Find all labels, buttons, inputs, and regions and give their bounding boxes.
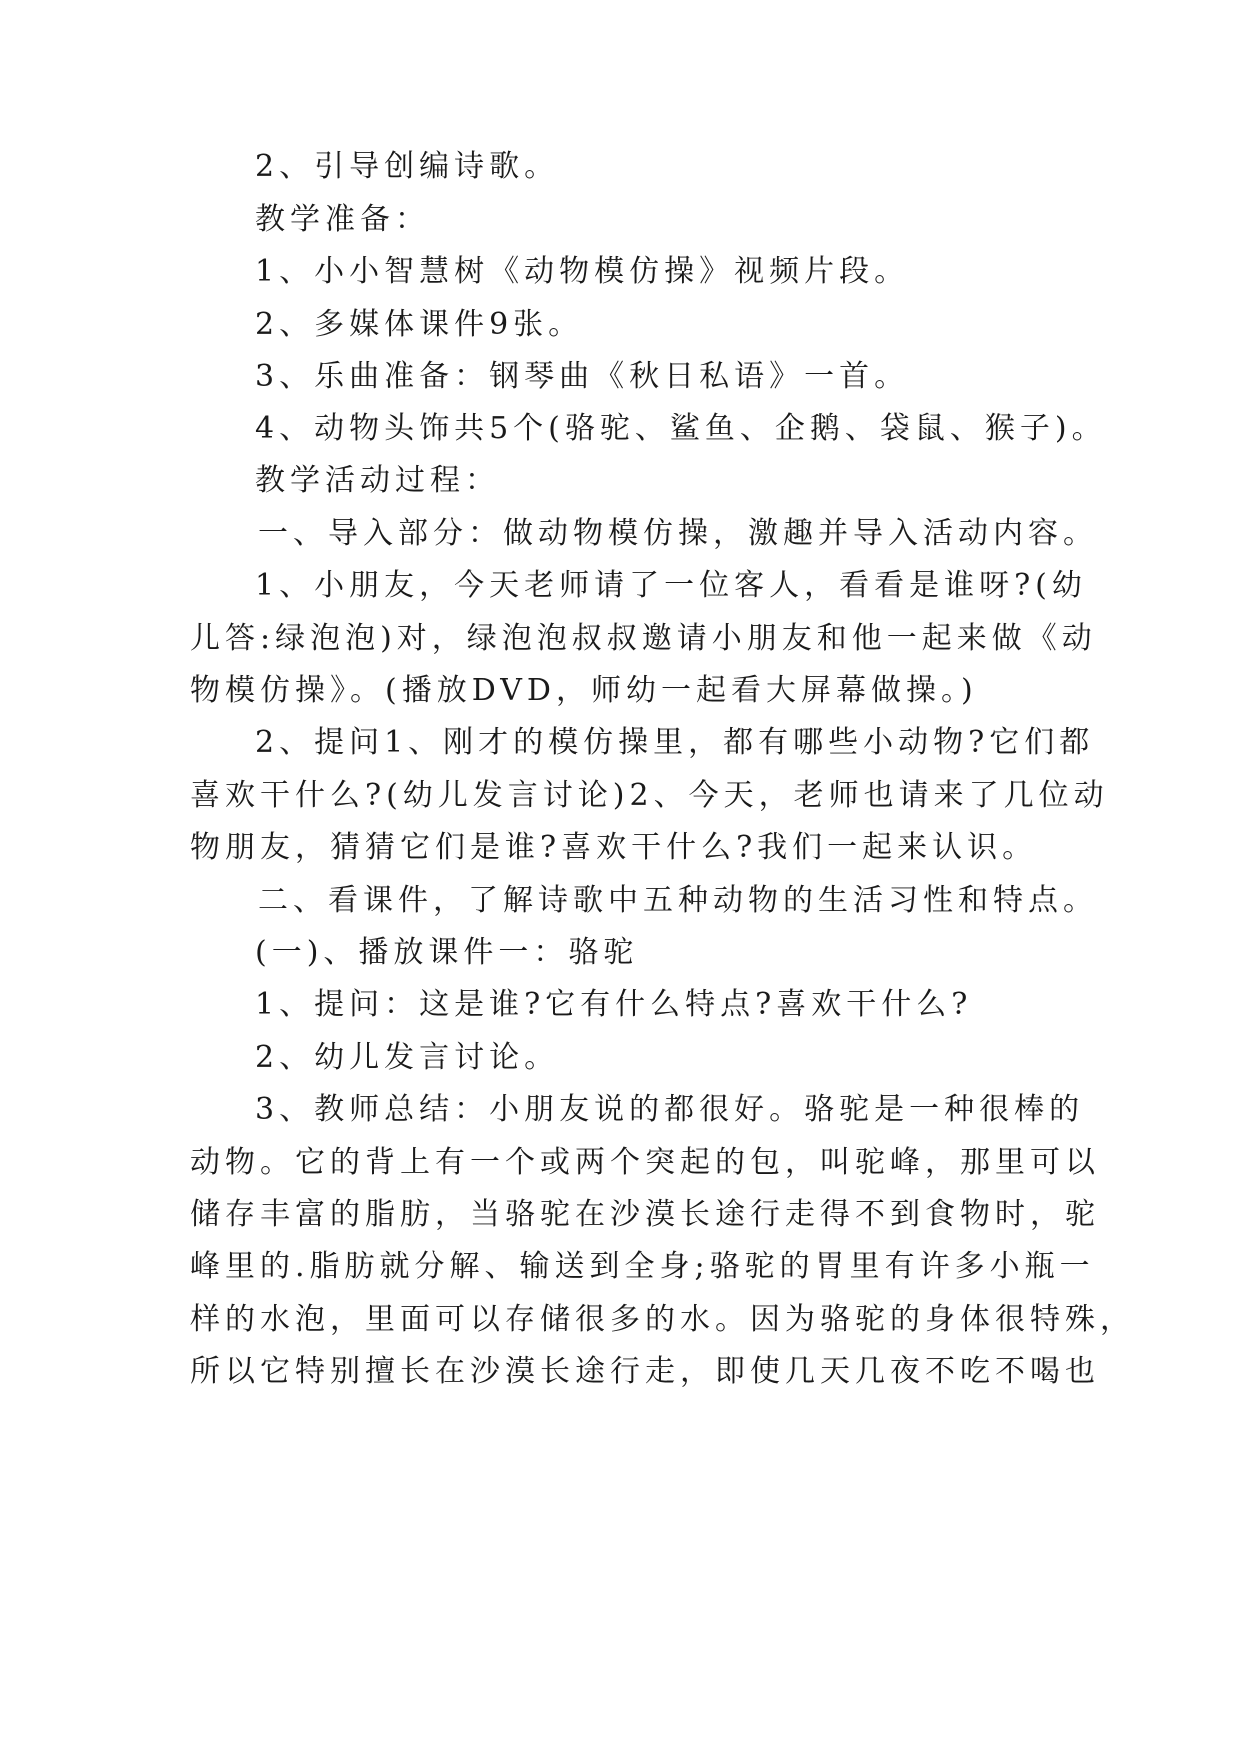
text-line: 动物。它的背上有一个或两个突起的包，叫驼峰，那里可以 [190, 1145, 1100, 1180]
text-line: 二、看课件，了解诗歌中五种动物的生活习性和特点。 [258, 883, 1098, 918]
text-line: 2、幼儿发言讨论。 [255, 1040, 560, 1075]
text-line: 一、导入部分：做动物模仿操，激趣并导入活动内容。 [258, 516, 1098, 551]
text-line: 物朋友，猜猜它们是谁?喜欢干什么?我们一起来认识。 [190, 830, 1038, 865]
text-line: 喜欢干什么?(幼儿发言讨论)2、今天，老师也请来了几位动 [190, 778, 1109, 813]
text-line: 教学活动过程： [255, 463, 500, 498]
text-line: 样的水泡，里面可以存储很多的水。因为骆驼的身体很特殊， [190, 1302, 1135, 1337]
text-line: 2、多媒体课件9张。 [255, 307, 584, 342]
text-line: 3、教师总结：小朋友说的都很好。骆驼是一种很棒的 [255, 1092, 1085, 1127]
text-line: 1、提问：这是谁?它有什么特点?喜欢干什么? [255, 987, 973, 1022]
text-line: (一)、播放课件一：骆驼 [255, 935, 639, 970]
text-line: 教学准备： [255, 202, 430, 237]
text-line: 儿答:绿泡泡)对，绿泡泡叔叔邀请小朋友和他一起来做《动 [190, 621, 1097, 656]
text-line: 峰里的.脂肪就分解、输送到全身;骆驼的胃里有许多小瓶一 [190, 1249, 1095, 1284]
text-line: 物模仿操》。(播放DVD，师幼一起看大屏幕做操。) [190, 673, 978, 708]
text-line: 1、小朋友，今天老师请了一位客人，看看是谁呀?(幼 [255, 568, 1087, 603]
text-line: 2、引导创编诗歌。 [255, 149, 560, 184]
text-line: 4、动物头饰共5个(骆驼、鲨鱼、企鹅、袋鼠、猴子)。 [255, 411, 1107, 446]
text-line: 1、小小智慧树《动物模仿操》视频片段。 [255, 254, 910, 289]
text-line: 储存丰富的脂肪，当骆驼在沙漠长途行走得不到食物时，驼 [190, 1197, 1100, 1232]
text-line: 所以它特别擅长在沙漠长途行走，即使几天几夜不吃不喝也 [190, 1354, 1100, 1389]
text-line: 2、提问1、刚才的模仿操里，都有哪些小动物?它们都 [255, 725, 1095, 760]
text-line: 3、乐曲准备：钢琴曲《秋日私语》一首。 [255, 359, 910, 394]
